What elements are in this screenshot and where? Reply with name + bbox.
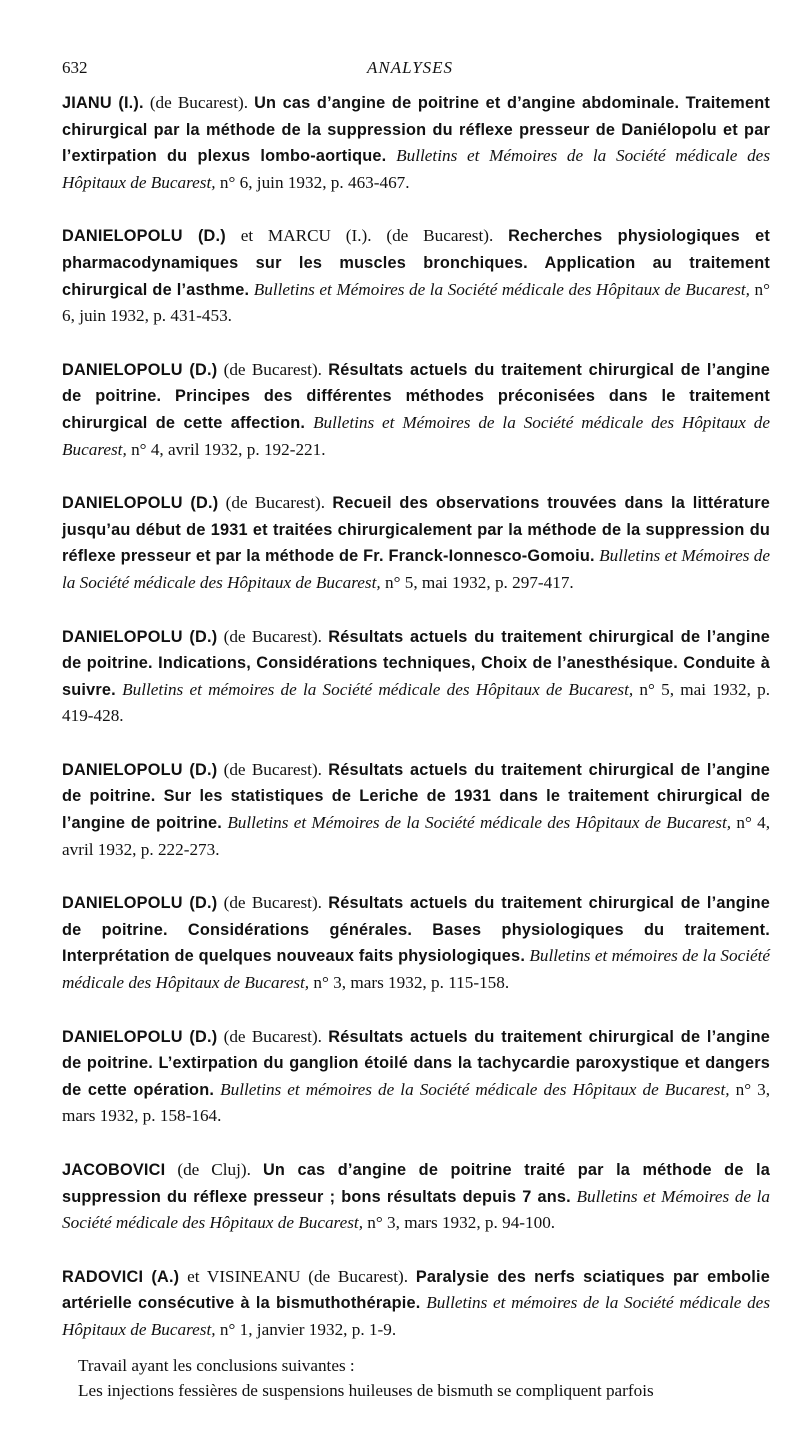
entry-title: Paralysie des nerfs sciatiques par embolie artérielle consécutive à la bismuthothérapie.: [62, 1267, 770, 1313]
entry-affiliation: (de Bucarest).: [149, 93, 248, 112]
entry-author: RADOVICI (A.): [62, 1267, 180, 1286]
entry-author: JACOBOVICI: [62, 1161, 166, 1179]
bibliography-entry: [62, 1264, 770, 1343]
entry-reference: n° 6, juin 1932, p. 431-453.: [62, 279, 771, 326]
entry-reference: n° 3, mars 1932, p. 94-100.: [367, 1213, 556, 1233]
entry-reference: n° 4, avril 1932, p. 192-221.: [131, 439, 326, 459]
entry-title: Résultats actuels du traitement chirurgical de l’angine de poitrine. L’extirpation du ganglion étoilé dans la tachycardie paroxystique et dangers de cette opération.: [62, 1027, 771, 1099]
entry-affiliation: et MARCU (I.). (de Bucarest).: [240, 226, 494, 246]
bibliography-entry: [62, 624, 770, 729]
bibliography-entry: [62, 757, 770, 862]
entry-affiliation: (de Bucarest).: [223, 759, 322, 779]
entry-journal: Bulletins et mémoires de la Société médicale des Hôpitaux de Bucarest,: [220, 1079, 730, 1099]
entry-title: Recueil des observations trouvées dans la littérature jusqu’au début de 1931 et traitées chirurgicalement par la méthode de la suppression du réflexe presseur et par la méthode de Fr. Franck-Ionnesco-Gomoiu.: [62, 494, 771, 566]
entry-journal: Bulletins et Mémoires de la Société médicale des Hôpitaux de Bucarest,: [62, 546, 771, 592]
bibliography-entry: [62, 357, 770, 462]
entry-title: Résultats actuels du traitement chirurgical de l’angine de poitrine. Principes des différentes méthodes préconisées dans le traitement chirurgical de cette affection.: [62, 360, 771, 432]
entry-journal: Bulletins et mémoires de la Société médicale des Hôpitaux de Bucarest,: [62, 946, 771, 993]
entry-author: DANIELOPOLU (D.): [62, 894, 218, 913]
entry-title: Un cas d’angine de poitrine et d’angine abdominale. Traitement chirurgical par la méthode de la suppression du réflexe presseur de Daniélopolu et par l’extirpation du plexus lombo-aortique.: [62, 94, 770, 166]
entry-author: JIANU (I.).: [62, 94, 144, 112]
entry-reference: n° 1, janvier 1932, p. 1-9.: [219, 1319, 397, 1339]
entry-affiliation: (de Bucarest).: [225, 493, 326, 513]
entry-affiliation: (de Bucarest).: [223, 1026, 322, 1046]
bibliography-entry: [62, 223, 770, 328]
bibliography-list: [62, 90, 770, 1404]
abstract-intro: Travail ayant les conclusions suivantes :: [78, 1355, 355, 1375]
entry-author: DANIELOPOLU (D.): [62, 360, 218, 379]
bibliography-entry: [62, 890, 770, 995]
page-number: 632: [62, 58, 88, 77]
abstract-text: Les injections fessières de suspensions huileuses de bismuth se compliquent parfois: [78, 1381, 654, 1401]
bibliography-entry: [62, 90, 770, 195]
entry-affiliation: et VISINEANU (de Bucarest).: [187, 1266, 409, 1286]
entry-journal: Bulletins et mémoires de la Société médicale des Hôpitaux de Bucarest,: [62, 1293, 771, 1339]
entry-affiliation: (de Cluj).: [177, 1160, 251, 1179]
bibliography-entry: [62, 490, 770, 595]
entry-reference: n° 5, mai 1932, p. 419-428.: [62, 679, 771, 726]
entry-author: DANIELOPOLU (D.): [62, 760, 218, 779]
entry-reference: n° 3, mars 1932, p. 158-164.: [62, 1079, 771, 1126]
bibliography-entry: [62, 1024, 770, 1129]
entry-affiliation: (de Bucarest).: [223, 359, 322, 379]
running-title: ANALYSES: [366, 58, 454, 77]
entry-affiliation: (de Bucarest).: [223, 626, 322, 646]
entry-journal: Bulletins et Mémoires de la Société médicale des Hôpitaux de Bucarest,: [62, 1186, 770, 1233]
entry-title: Résultats actuels du traitement chirurgical de l’angine de poitrine. Sur les statistiques de Leriche de 1931 dans le traitement chirurgical de l’angine de poitrine.: [62, 760, 771, 833]
entry-journal: Bulletins et mémoires de la Société médicale des Hôpitaux de Bucarest,: [122, 679, 634, 699]
entry-reference: n° 4, avril 1932, p. 222-273.: [62, 813, 771, 859]
entry-author: DANIELOPOLU (D.): [62, 1027, 218, 1046]
page-header: [62, 58, 758, 82]
entry-journal: Bulletins et Mémoires de la Société médicale des Hôpitaux de Bucarest,: [227, 813, 732, 833]
entry-title: Recherches physiologiques et pharmacodynamiques sur les muscles bronchiques. Application au traitement chirurgical de l’asthme.: [62, 227, 771, 299]
entry-journal: Bulletins et Mémoires de la Société médicale des Hôpitaux de Bucarest,: [62, 146, 771, 192]
entry-author: DANIELOPOLU (D.): [62, 494, 219, 513]
entry-author: DANIELOPOLU (D.): [62, 227, 226, 246]
bibliography-entry: [62, 1157, 770, 1236]
entry-affiliation: (de Bucarest).: [223, 893, 322, 913]
entry-reference: n° 6, juin 1932, p. 463-467.: [219, 172, 410, 192]
entry-author: DANIELOPOLU (D.): [62, 627, 218, 646]
entry-title: Résultats actuels du traitement chirurgical de l’angine de poitrine. Considérations générales. Bases physiologiques du traitement. Interprétation de quelques nouveaux faits physiologiques.: [62, 894, 771, 966]
entry-title: Un cas d’angine de poitrine traité par la méthode de la suppression du réflexe presseur ; bons résultats depuis 7 ans.: [62, 1161, 771, 1206]
entry-reference: n° 5, mai 1932, p. 297-417.: [384, 572, 574, 592]
entry-journal: Bulletins et Mémoires de la Société médicale des Hôpitaux de Bucarest,: [253, 279, 750, 299]
entry-journal: Bulletins et Mémoires de la Société médicale des Hôpitaux de Bucarest,: [62, 412, 771, 459]
entry-reference: n° 3, mars 1932, p. 115-158.: [313, 973, 510, 993]
entry-title: Résultats actuels du traitement chirurgical de l’angine de poitrine. Indications, Considérations techniques, Choix de l’anesthésique. Conduite à suivre.: [62, 627, 771, 699]
